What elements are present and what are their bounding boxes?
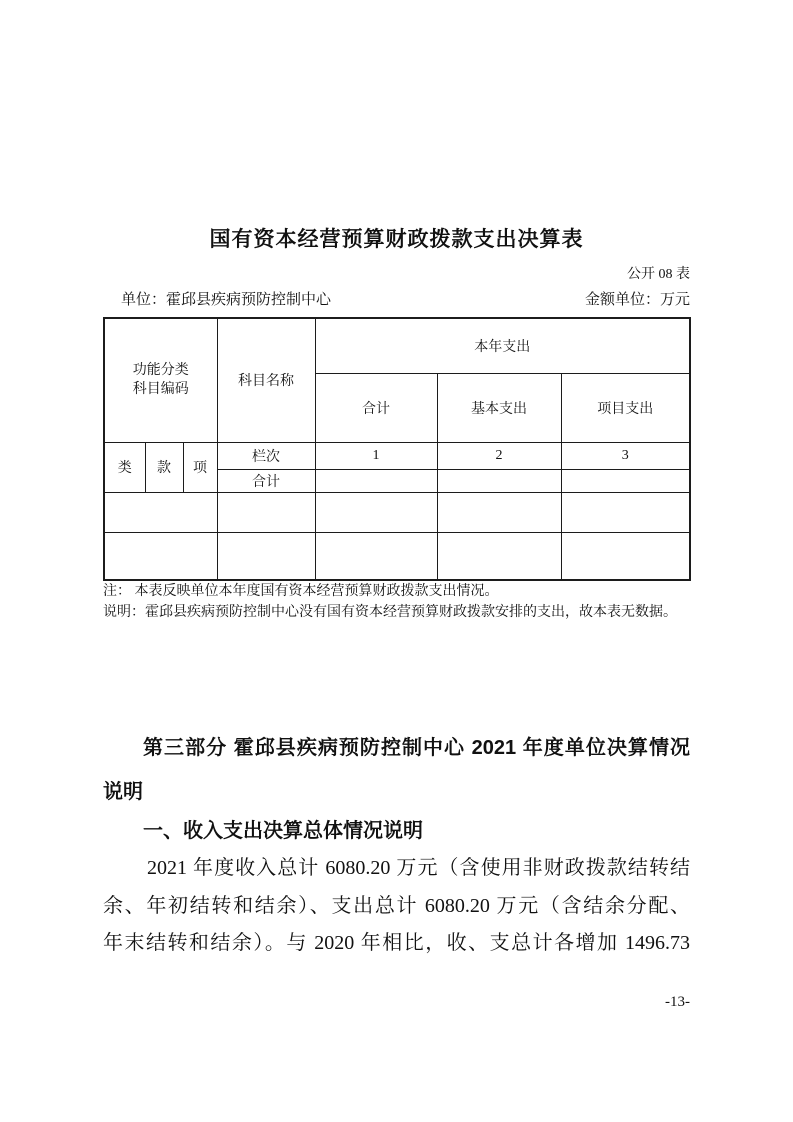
header-basic-expenditure: 基本支出 xyxy=(437,373,561,442)
section-heading-line1: 第三部分 霍邱县疾病预防控制中心 2021 年度单位决算情况 xyxy=(143,737,690,759)
table-note: 注： 本表反映单位本年度国有资本经营预算财政拨款支出情况。 xyxy=(103,584,499,599)
rank-value-1: 1 xyxy=(315,442,437,469)
empty-cell-project xyxy=(561,532,690,580)
empty-cell-code xyxy=(104,532,217,580)
total-value-2 xyxy=(437,469,561,492)
header-current-year: 本年支出 xyxy=(315,318,690,373)
empty-cell-total xyxy=(315,532,437,580)
header-func-code xyxy=(104,318,217,442)
header-total: 合计 xyxy=(315,373,437,442)
unit-row xyxy=(121,288,690,309)
empty-cell-subject xyxy=(217,492,315,532)
empty-cell-total xyxy=(315,492,437,532)
empty-cell-code xyxy=(104,492,217,532)
expenditure-table xyxy=(103,317,691,581)
table-notes xyxy=(103,581,693,623)
section-subheading: 一、收入支出决算总体情况说明 xyxy=(143,820,423,842)
header-func-code-line1: 功能分类 xyxy=(132,363,189,379)
page-number: -13- xyxy=(665,994,690,1010)
header-subject-name: 科目名称 xyxy=(217,318,315,442)
paragraph-line: 2021 年度收入总计 6080.20 万元（含使用非财政拨款结转结 xyxy=(147,857,690,879)
unit-label: 单位：霍邱县疾病预防控制中心 xyxy=(121,292,332,308)
empty-cell-basic xyxy=(437,492,561,532)
total-value-3 xyxy=(561,469,690,492)
col-subitem: 项 xyxy=(183,442,217,492)
rank-value-2: 2 xyxy=(437,442,561,469)
empty-cell-project xyxy=(561,492,690,532)
paragraph-line: 余、年初结转和结余）、支出总计 6080.20 万元（含结余分配、 xyxy=(103,895,690,917)
col-category: 类 xyxy=(104,442,145,492)
table-title: 国有资本经营预算财政拨款支出决算表 xyxy=(209,228,584,251)
amount-unit-label: 金额单位：万元 xyxy=(584,292,690,308)
header-func-code-line2: 科目编码 xyxy=(132,382,189,398)
empty-cell-basic xyxy=(437,532,561,580)
col-item: 款 xyxy=(145,442,183,492)
rank-value-3: 3 xyxy=(561,442,690,469)
table-code-label: 公开 08 表 xyxy=(627,267,690,282)
table-row xyxy=(104,532,690,580)
table-explanation: 说明：霍邱县疾病预防控制中心没有国有资本经营预算财政拨款安排的支出，故本表无数据。 xyxy=(103,605,677,620)
total-value-1 xyxy=(315,469,437,492)
table-row xyxy=(104,492,690,532)
row-label-total: 合计 xyxy=(217,469,315,492)
header-project-expenditure: 项目支出 xyxy=(561,373,690,442)
empty-cell-subject xyxy=(217,532,315,580)
paragraph-line: 年末结转和结余）。与 2020 年相比，收、支总计各增加 1496.73 xyxy=(103,932,690,954)
row-label-rank: 栏次 xyxy=(217,442,315,469)
section-heading-line2: 说明 xyxy=(103,781,143,803)
